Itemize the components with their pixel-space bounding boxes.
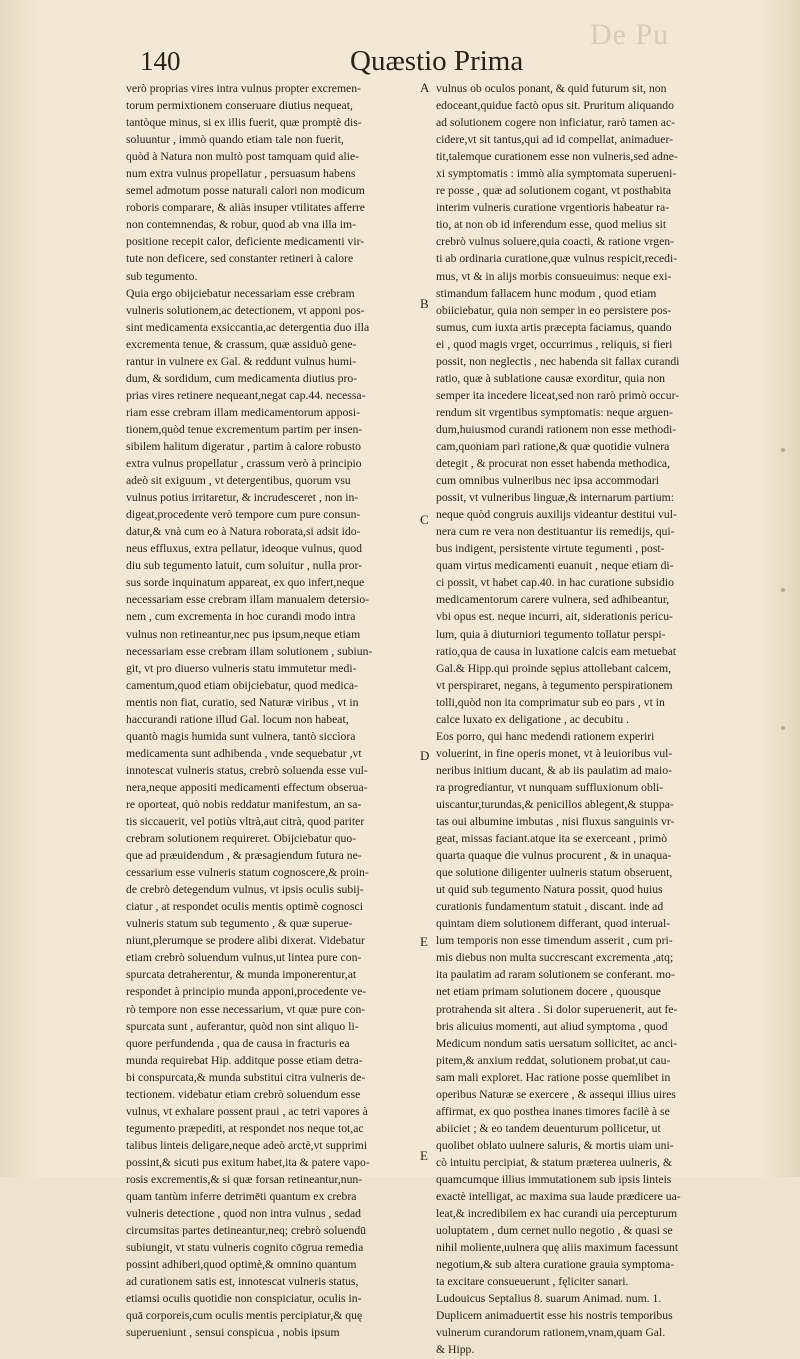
left-column-line: re oporteat, quò nobis reddatur manifestum, an sa- — [126, 797, 362, 811]
right-column-line: Medicum nondum satis uersatum sollicitet, ac anci- — [436, 1036, 678, 1050]
right-column-line: cò intuitu percipiat, & statum præterea uulneris, & — [436, 1155, 672, 1169]
right-column-line: ra progrediantur, vt nunquam suffluxionum obli- — [436, 780, 664, 794]
left-column-line: vulnus, vt exhalare possent praui , ac tetri vapores à — [126, 1104, 368, 1118]
left-column-line: camentum,quod etiam obijciebatur, quod medica- — [126, 678, 358, 692]
right-column-line: ei , quod magis vrget, occurrimus , reliquis, si fieri — [436, 337, 673, 351]
right-column-line: Gal.& Hipp.qui proinde sępius attollebant calcem, — [436, 661, 671, 675]
left-column-line: excrementa tenue, & crassum, quæ assiduò gene- — [126, 337, 357, 351]
right-column-line: bris alicuius momenti, aut aliud symptoma , quod — [436, 1019, 668, 1033]
left-column-line: quòd à Natura non multò post tamquam quid alie- — [126, 150, 360, 164]
right-column-line: cum omnibus vulneribus nec ipsa accommodari — [436, 474, 659, 488]
left-column-line: Quia ergo obijciebatur necessariam esse crebram — [126, 286, 355, 300]
right-column-line: quarta quaque die vulnus procurent , & in unaqua- — [436, 849, 672, 863]
right-column-line: tolli,quòd non ita comprimatur sub eo pars , vt in — [436, 695, 665, 709]
right-column-line: affirmat, ex quo posthea inanes timores facilè à se — [436, 1104, 670, 1118]
left-column-line: nera,neque appositi medicamenti effectum obserua- — [126, 780, 368, 794]
left-column-line: adeò sit exiguum , vt detergentibus, quorum vsu — [126, 474, 351, 488]
page-edge-speck — [781, 588, 785, 592]
right-column-line: ta excitare consueuerunt , fęliciter sanari. — [436, 1275, 629, 1289]
right-column-line: nera cum re vera non destituantur iis remedijs, qui- — [436, 525, 675, 539]
left-column-line: circumsitas partes detineantur,neq; crebrò soluendū — [126, 1224, 367, 1238]
left-column-line: tectionem. videbatur etiam crebrò soluendum esse — [126, 1087, 361, 1101]
right-column-line: quamcumque illius immutationem sub ipsis linteis — [436, 1173, 672, 1186]
right-column-line: sam mali exploret. Hac ratione posse quemlibet in — [436, 1070, 671, 1084]
left-column-line: ad curationem satis est, innotescat vulneris status, — [126, 1275, 359, 1289]
right-column-line: ratio, quæ à sublatione causæ exorditur, quia non — [436, 371, 666, 385]
left-column-line: ciatur , at respondet oculis mentis optimè cognosci — [126, 900, 363, 914]
left-column-line: vulneris solutionem,ac detectionem, vt apponi pos- — [126, 303, 365, 317]
left-column-line: innotescat vulneris status, crebrò soluenda esse vul- — [126, 763, 368, 777]
right-column-line: Duplicem animaduertit esse his nostris temporibus — [436, 1309, 673, 1323]
margin-letter-d: D — [420, 748, 430, 763]
right-column-line: possit, non neglectis , nec habenda sit fallax curandi — [436, 354, 680, 368]
left-column-line: talibus linteis deligare,neque adeò arctè,vt supprimi — [126, 1138, 368, 1152]
left-column-line: vulneris statum sub tegumento , & quæ superue- — [126, 917, 353, 931]
right-column-line: operibus Naturæ se exercere , & assequi illius uires — [436, 1087, 676, 1101]
left-column-line: semel admotum posse naturali calori non modicum — [126, 184, 365, 198]
left-column-line: vulnus potius irritaretur, & incrudesceret , non in- — [126, 491, 359, 505]
left-column-line: non contemnendas, & robur, quod ab vna illa im- — [126, 218, 356, 232]
left-column-line: roboris comparare, & aliàs insuper vtilitates afferre — [126, 201, 365, 215]
left-column-line: de crebrò detegendum vulnus, vt ipsis oculis subij- — [126, 883, 364, 897]
right-column-line: calce luxato ex deligatione , ac decubitu . — [436, 712, 630, 726]
right-column-line: & Hipp. — [436, 1343, 475, 1357]
right-column-line: semper ita incedere liceat,sed non rarò primò occur- — [436, 388, 680, 402]
right-column-line: sumus, cum iuxta artis præcepta faciamus, quando — [436, 320, 672, 334]
left-column-line: tegumento præpediti, at respondet nos neque tot,ac — [126, 1121, 364, 1135]
left-column-line: extra vulnus propellatur , crassum verò à principio — [126, 457, 362, 471]
margin-letter-b: B — [420, 296, 429, 311]
left-column-line: datur,& vnà cum eo à Natura roborata,si adsit ido- — [126, 525, 361, 539]
right-column-line: exactè intelligat, ac maxima sua laude prædicere ua- — [436, 1190, 681, 1204]
right-column-line: uiscantur,turundas,& penicillos ablegent,& stuppa- — [436, 797, 674, 811]
left-column-line: quam tantùm inferre detrimēti quantum ex crebra — [126, 1190, 357, 1204]
right-column-line: mis diebus non multa succrescant excrementa ,atq; — [436, 951, 674, 965]
right-column-line: ut quid sub tegumento Natura possit, quod huius — [436, 883, 663, 897]
right-column-line: ci possit, vt habet cap.40. in hac curatione subsidio — [436, 576, 674, 590]
right-column-line: vulnerum curandorum rationem,vnam,quam Gal. — [436, 1326, 666, 1340]
running-head: Quæstio Prima — [350, 45, 524, 77]
left-column-line: etiam crebrò soluendum vulnus,ut lintea pure con- — [126, 951, 362, 965]
left-column-line: quā corporeis,cum oculis mentis percipiatur,& quę — [126, 1309, 363, 1323]
right-column-line: ratio,qua de causa in luxatione calcis eam metuebat — [436, 644, 677, 658]
margin-letter-c: C — [420, 512, 429, 527]
left-column-line: medicamenta sunt adhibenda , vnde sequebatur ,vt — [126, 746, 362, 760]
left-column-line: tionem,quòd tenue excrementum partim per insen- — [126, 422, 363, 436]
left-column-line: spurcata sunt , auferantur, quòd non sint aliquo li- — [126, 1019, 359, 1033]
left-column-line: tute non deficere, sed constanter retineri à calore — [126, 252, 354, 266]
right-column-line: tit,talemque curationem esse non vulneris,sed adne- — [436, 150, 678, 164]
right-column-line: rendum sit vrgentibus symptomatis: neque arguen- — [436, 405, 673, 419]
page-edge-speck — [781, 726, 785, 730]
margin-letter-e-bottom: E — [420, 1148, 428, 1163]
right-column-line: xi symptomatis : immò alia symptomata superueni- — [436, 167, 677, 181]
right-column-line: tas oui albumine imbutas , nisi fluxus sanguinis vr- — [436, 815, 675, 829]
right-column-line: obiiciebatur, quia non semper in eo persistere pos- — [436, 303, 672, 317]
left-column-line: num extra vulnus propellatur , persuasum habens — [126, 167, 356, 181]
right-column-line: edoceant,quidue factò opus sit. Pruritum aliquando — [436, 99, 674, 113]
margin-letter-a: A — [420, 80, 430, 95]
right-column-line: neribus initium ducant, & ab iis paulatim ad maio- — [436, 763, 672, 777]
right-column-line: quolibet oblato uulnere saluris, & mortis uiam uni- — [436, 1138, 674, 1152]
left-column-line: neus effluxus, extra pellatur, ideoque vulnus, quod — [126, 542, 362, 556]
left-column-line: sub tegumento. — [126, 269, 198, 283]
left-column-line: digeat,procedente verò tempore cum pure consun- — [126, 508, 361, 522]
left-column-line: rò tempore non esse necessarium, vt quæ pure con- — [126, 1002, 366, 1016]
left-column-line: haccurandi ratione illud Gal. locum non habeat, — [126, 712, 349, 726]
margin-letter-e-top: E — [420, 934, 428, 949]
left-column-line: verò proprias vires intra vulnus propter excremen- — [126, 82, 361, 95]
left-column-line: quantò magis humida sunt vulnera, tantò siccìora — [126, 729, 356, 743]
left-column-line: sus sorde inquinatum appareat, ex quo infert,neque — [126, 576, 365, 590]
right-column-line: abiiciet ; & eo tandem deuenturum pollicetur, ut — [436, 1121, 661, 1135]
right-column-line: ita paulatim ad raram solutionem se conferant. mo- — [436, 968, 675, 982]
right-column-line: quintam diem solutionem differant, quod interual- — [436, 917, 671, 931]
right-column-line: lum, quia à diuturniori tegumento tollatur perspi- — [436, 627, 666, 641]
left-column-line: crebram solutionem requireret. Obijciebatur quo- — [126, 832, 357, 846]
right-column-line: stimandum fallacem hunc modum , quod etiam — [436, 286, 657, 300]
left-column-line: possint adhiberi,quod optimè,& omnino quantum — [126, 1258, 357, 1272]
right-column-line: negotium,& sub altera curatione grauia symptoma- — [436, 1258, 675, 1272]
left-column-line: necessariam esse crebram illam solutionem , subiun- — [126, 644, 373, 658]
left-column-line: positione recepit calor, deficiente medicamenti vir- — [126, 235, 365, 249]
right-column-line: tio, at non ob id inferendum esse, quod melius sit — [436, 218, 667, 232]
right-column-line: crebrò vulnus soluere,quia coacti, & ratione vrgen- — [436, 235, 674, 249]
left-column-line: spurcata detraherentur, & munda imponerentur,at — [126, 968, 357, 982]
right-column-line: vt perspiraret, negans, à tegumento perspirationem — [436, 678, 673, 692]
page-edge-speck — [781, 448, 785, 452]
left-column-line: mentis non fiat, curatio, sed Naturæ viribus , vt in — [126, 695, 359, 709]
right-column-line: bus indigent, persistente virtute tegumenti , post- — [436, 542, 665, 556]
left-column-line: riam esse crebram illam medicamentorum apposi- — [126, 405, 360, 419]
right-column-line: voluerint, in fine operis monet, vt à leuioribus vul- — [436, 746, 673, 760]
right-column-line: possit, vt vulneribus linguæ,& internarum partium: — [436, 491, 674, 505]
right-column-line: ad solutionem cogere non inficiatur, rarò tamen ac- — [436, 116, 676, 130]
right-column-line: neque quòd congruis auxilijs videantur destitui vul- — [436, 508, 677, 522]
left-column-line: vulnus non retineantur,nec pus ipsum,neque etiam — [126, 627, 361, 641]
left-column-line: munda requirebat Hip. additque posse etiam detra- — [126, 1053, 363, 1067]
left-column-line: sibilem halitum digeratur , partim à calore robusto — [126, 439, 361, 453]
right-column-line: ti ab ordinaria curatione,quæ vulnus respicit,recedi- — [436, 252, 678, 266]
left-column-line: que ad præuidendum , & præsagiendum futura ne- — [126, 849, 362, 863]
left-column-line: tantòque minus, si ex illis fuerit, quæ promptè dis- — [126, 116, 362, 130]
right-column-line: interim vulneris curatione vrgentioris habeatur ra- — [436, 201, 670, 215]
right-column-line: leat,& incredibilem ex hac curandi uia percepturum — [436, 1207, 678, 1221]
left-column-line: rosis excrementis,& si quæ forsan retineantur,nun- — [126, 1173, 363, 1186]
left-column-line: respondet à principio munda apponi,procedente ve- — [126, 985, 367, 999]
right-column-line: medicamentorum carere vulnera, sed adhibeantur, — [436, 593, 670, 607]
left-column-line: rantur in vulnere ex Gal. & reddunt vulnus humi- — [126, 354, 357, 368]
right-column-line: re posse , quæ ad solutionem cogant, vt posthabita — [436, 184, 672, 198]
left-column-line: prias vires retinere nequeant,negat cap.44. necessa- — [126, 388, 366, 402]
right-column-line: cidere,vt sit tantus,qui ad id compellat, animaduer- — [436, 133, 674, 147]
right-column-line: nihil moliente,uulnera quę aliis maximum facessunt — [436, 1241, 679, 1255]
left-column-line: nem , cum excrementa in hoc curandi modo intra — [126, 610, 356, 624]
left-column-line: bi conspurcata,& munda substitui citra vulneris de- — [126, 1070, 366, 1084]
left-column-line: quore perfundenda , qua de causa in fracturis ea — [126, 1036, 350, 1050]
right-column-line: vbi opus est. neque incurri, ait, siderationis pericu- — [436, 610, 673, 624]
left-column-line: torum permixtionem conseruare diutius nequeat, — [126, 99, 353, 113]
right-column-line: vulnus ob oculos ponant, & quid futurum sit, non — [436, 82, 667, 95]
left-column-line: superueniunt , sensui conspicua , nobis ipsum — [126, 1326, 340, 1340]
left-text-column — [126, 80, 418, 1341]
left-column-line: git, vt pro diuerso vulneris statu immutetur medi- — [126, 661, 357, 675]
bleed-through-running-head: De Pu — [590, 18, 670, 51]
left-column-line: possint,& sicuti pus exitum habet,ita & patere vapo- — [126, 1155, 370, 1169]
right-column-line: pitem,& anxium reddat, solutionem probat,ut cau- — [436, 1053, 671, 1067]
left-column-line: diu sub tegumento latuit, cum soluitur , nulla pror- — [126, 559, 363, 573]
left-column-line: niunt,plerumque se prodere alibi dixerat. Videbatur — [126, 934, 365, 948]
left-column-line: sint medicamenta exsiccantia,ac detergentia duo illa — [126, 320, 370, 334]
left-column-line: cessarium esse vulneris statum cognoscere,& proin- — [126, 866, 369, 880]
page-header — [140, 46, 640, 80]
right-column-line: que solutione diligenter uulneris statum obseruent, — [436, 866, 673, 880]
left-column-line: tis siccauerit, vel potiùs vltrà,aut citrà, quod pariter — [126, 815, 365, 829]
left-column-line: soluuntur , immò quando etiam tale non fuerit, — [126, 133, 344, 147]
right-column-line: cam,quoniam pari ratione,& quæ quotidie vulnera — [436, 439, 670, 453]
right-column-line: mus, vt & in alijs morbis consueuimus: neque exi- — [436, 269, 672, 283]
right-column-line: Ludouicus Septalius 8. suarum Animad. num. 1. — [436, 1292, 662, 1306]
right-column-line: uoluptatem , dum cernet nullo negotio , & quasi se — [436, 1224, 673, 1238]
right-column-line: quam virtus medicamenti euanuit , neque etiam di- — [436, 559, 674, 573]
right-column-line: lum temporis non esse timendum asserit , cum pri- — [436, 934, 673, 948]
right-column-line: protrahenda sit altera . Si dolor superuenerit, aut fe- — [436, 1002, 678, 1016]
right-text-column — [436, 80, 728, 1359]
left-column-line: necessariam esse crebram illam manualem detersio- — [126, 593, 370, 607]
left-column-line: etiamsi oculis quotidie non conspiciatur, oculis in- — [126, 1292, 362, 1306]
right-column-line: net etiam primam solutionem docere , quousque — [436, 985, 661, 999]
page-number: 140 — [140, 46, 181, 76]
left-column-line: vulneris detectione , quod non intra vulnus , sedad — [126, 1207, 361, 1221]
right-column-line: Eos porro, qui hanc medendi rationem experiri — [436, 729, 655, 743]
right-column-line: detegit , & procurat non esset habenda methodica, — [436, 457, 670, 471]
right-column-line: dum,huiusmod curandi rationem non esse methodi- — [436, 422, 677, 436]
left-column-line: subiungit, vt statu vulneris cognito cōgrua remedia — [126, 1241, 364, 1255]
right-column-line: curationis fundamentum statuit , discant. inde ad — [436, 900, 664, 914]
right-column-line: geat, missas faciant.atque ita se exerceant , primò — [436, 832, 668, 846]
left-column-line: dum, & sordidum, cum medicamenta diutius pro- — [126, 371, 358, 385]
